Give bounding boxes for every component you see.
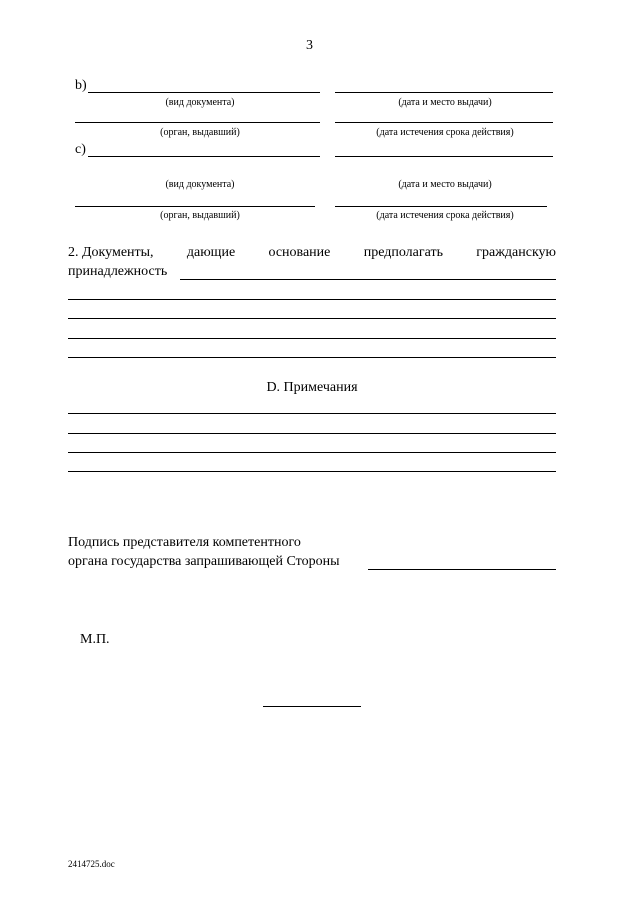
notes-line-1 <box>68 413 556 414</box>
notes-line-2 <box>68 433 556 434</box>
item2-word-4: предполагать <box>363 245 443 260</box>
item2-fill-line-4 <box>68 338 556 339</box>
item2-fill-line-1 <box>180 279 556 280</box>
section-b-doc-type-caption: (вид документа) <box>165 97 235 108</box>
section-c-marker: c) <box>75 142 86 157</box>
section-c-doc-type-caption: (вид документа) <box>165 179 235 190</box>
item2-fill-line-2 <box>68 299 556 300</box>
section-c-issue-caption: (дата и место выдачи) <box>398 179 492 190</box>
section-c-issuer-line <box>75 206 315 207</box>
item2-second-line: принадлежность <box>68 264 168 279</box>
section-b-expiry-caption: (дата истечения срока действия) <box>376 127 514 138</box>
section-b-issuer-line <box>75 122 320 123</box>
stamp-place: М.П. <box>80 632 110 647</box>
item2-word-3: основание <box>268 245 331 260</box>
signature-label-line-1: Подпись представителя компетентного <box>68 535 301 550</box>
section-c-issuer-caption: (орган, выдавший) <box>160 210 240 221</box>
notes-line-3 <box>68 452 556 453</box>
section-b-issue-caption: (дата и место выдачи) <box>398 97 492 108</box>
section-c-issue-line <box>335 156 553 157</box>
item2-fill-line-5 <box>68 357 556 358</box>
footer-filename: 2414725.doc <box>68 859 115 869</box>
signature-label-line-2: органа государства запрашивающей Стороны <box>68 554 340 569</box>
closing-rule <box>263 706 361 707</box>
section-b-doc-type-line <box>88 92 320 93</box>
item2-fill-line-3 <box>68 318 556 319</box>
notes-line-4 <box>68 471 556 472</box>
section-c-doc-type-line <box>88 156 320 157</box>
item2-word-1: 2. Документы, <box>68 245 154 260</box>
section-b-expiry-line <box>335 122 553 123</box>
item2-first-line <box>68 245 556 261</box>
section-c-expiry-caption: (дата истечения срока действия) <box>376 210 514 221</box>
section-c-expiry-line <box>335 206 547 207</box>
section-b-marker: b) <box>75 78 87 93</box>
notes-heading: D. Примечания <box>266 380 358 395</box>
item2-word-2: дающие <box>186 245 236 260</box>
section-b-issuer-caption: (орган, выдавший) <box>160 127 240 138</box>
page-number: 3 <box>306 38 313 53</box>
section-b-issue-line <box>335 92 553 93</box>
item2-word-5: гражданскую <box>476 245 556 260</box>
signature-line <box>368 569 556 570</box>
